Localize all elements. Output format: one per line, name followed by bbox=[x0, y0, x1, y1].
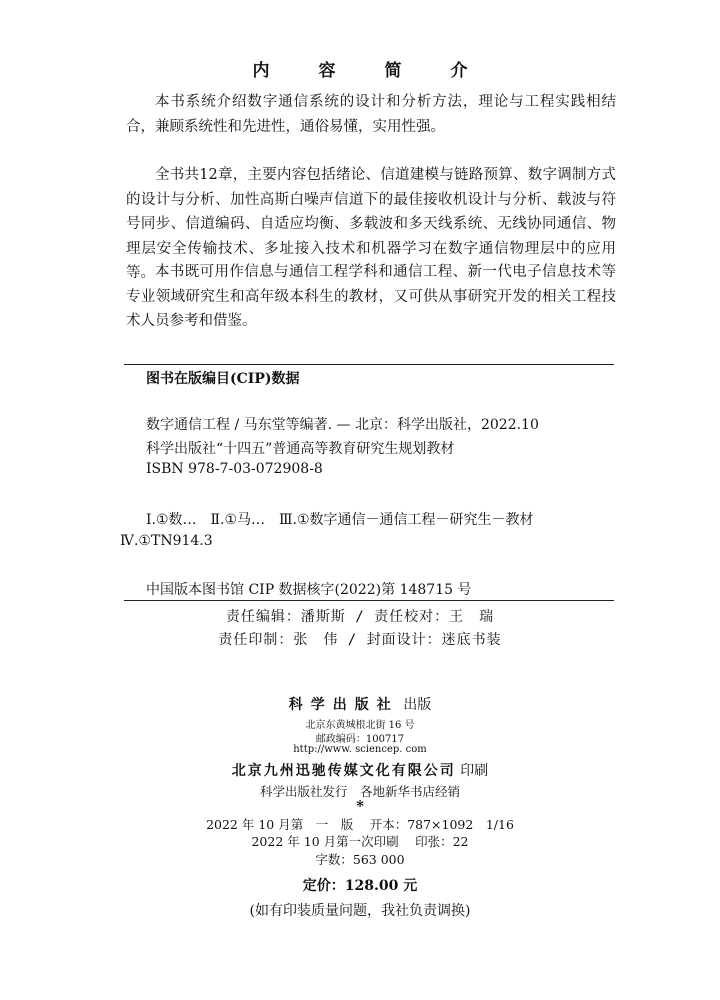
cip-bibliographic-line: 数字通信工程 / 马东堂等编著. — 北京：科学出版社，2022.10 bbox=[146, 417, 539, 433]
intro-paragraph-1: 本书系统介绍数字通信系统的设计和分析方法，理论与工程实践相结合，兼顾系统性和先进性，通俗易懂，实用性强。 bbox=[126, 94, 616, 135]
word-count: 字数：563 000 bbox=[315, 852, 405, 867]
edition-line: 2022 年 10 月第 一 版 开本：787×1092 1/16 bbox=[206, 817, 514, 832]
intro-paragraph-2: 全书共12章，主要内容包括绪论、信道建模与链路预算、数字调制方式的设计与分析、加性高斯白噪声信道下的最佳接收机设计与分析、载波与符号同步、信道编码、自适应均衡、多载波和多天线系统、无线协同通信、物理层安全传输技术、多址接入技术和机器学习在数字通信物理层中的应用等。 bbox=[126, 167, 616, 281]
publisher-suffix: 出版 bbox=[398, 697, 432, 713]
editor-credits-1: 责任编辑：潘斯斯 / 责任校对：王 瑞 bbox=[225, 609, 495, 625]
printer-line bbox=[0, 760, 720, 780]
publisher-postcode: 邮政编码：100717 bbox=[315, 734, 405, 745]
price: 定价：128.00 元 bbox=[302, 878, 418, 894]
publisher-address: 北京东黄城根北街 16 号 bbox=[305, 720, 415, 731]
cip-bottom-rule bbox=[124, 600, 614, 601]
editor-credits-2: 责任印制：张 伟 / 封面设计：迷底书装 bbox=[218, 632, 502, 648]
cip-series-line: 科学出版社“十四五”普通高等教育研究生规划教材 bbox=[146, 441, 455, 457]
printer-name: 北京九州迅驰传媒文化有限公司 bbox=[231, 763, 456, 779]
quality-notice: (如有印装质量问题，我社负责调换) bbox=[249, 903, 471, 919]
distribution-line: 科学出版社发行 各地新华书店经销 bbox=[259, 784, 460, 799]
cip-isbn: ISBN 978-7-03-072908-8 bbox=[146, 461, 323, 477]
publisher-name: 科学出版社 bbox=[288, 697, 399, 713]
cip-verification: 中国版本图书馆 CIP 数据核字(2022)第 148715 号 bbox=[146, 582, 472, 598]
cip-top-rule bbox=[124, 364, 614, 365]
publisher-line bbox=[0, 694, 720, 714]
printing-line: 2022 年 10 月第一次印刷 印张：22 bbox=[251, 834, 469, 849]
separator-star: * bbox=[356, 797, 364, 815]
cip-title: 图书在版编目(CIP)数据 bbox=[146, 371, 300, 387]
printer-suffix: 印刷 bbox=[455, 763, 489, 779]
intro-paragraph-3: 本书既可用作信息与通信工程学科和通信工程、新一代电子信息技术等专业领域研究生和高年级本科生的教材，又可供从事研究开发的相关工程技术人员参考和借鉴。 bbox=[126, 264, 616, 329]
publisher-url: http://www. sciencep. com bbox=[293, 744, 427, 755]
page-title: 内 容 简 介 bbox=[252, 61, 484, 81]
cip-classification-2: Ⅳ.①TN914.3 bbox=[120, 533, 213, 549]
cip-classification-1: Ⅰ.①数… Ⅱ.①马… Ⅲ.①数字通信－通信工程－研究生－教材 bbox=[146, 512, 534, 528]
